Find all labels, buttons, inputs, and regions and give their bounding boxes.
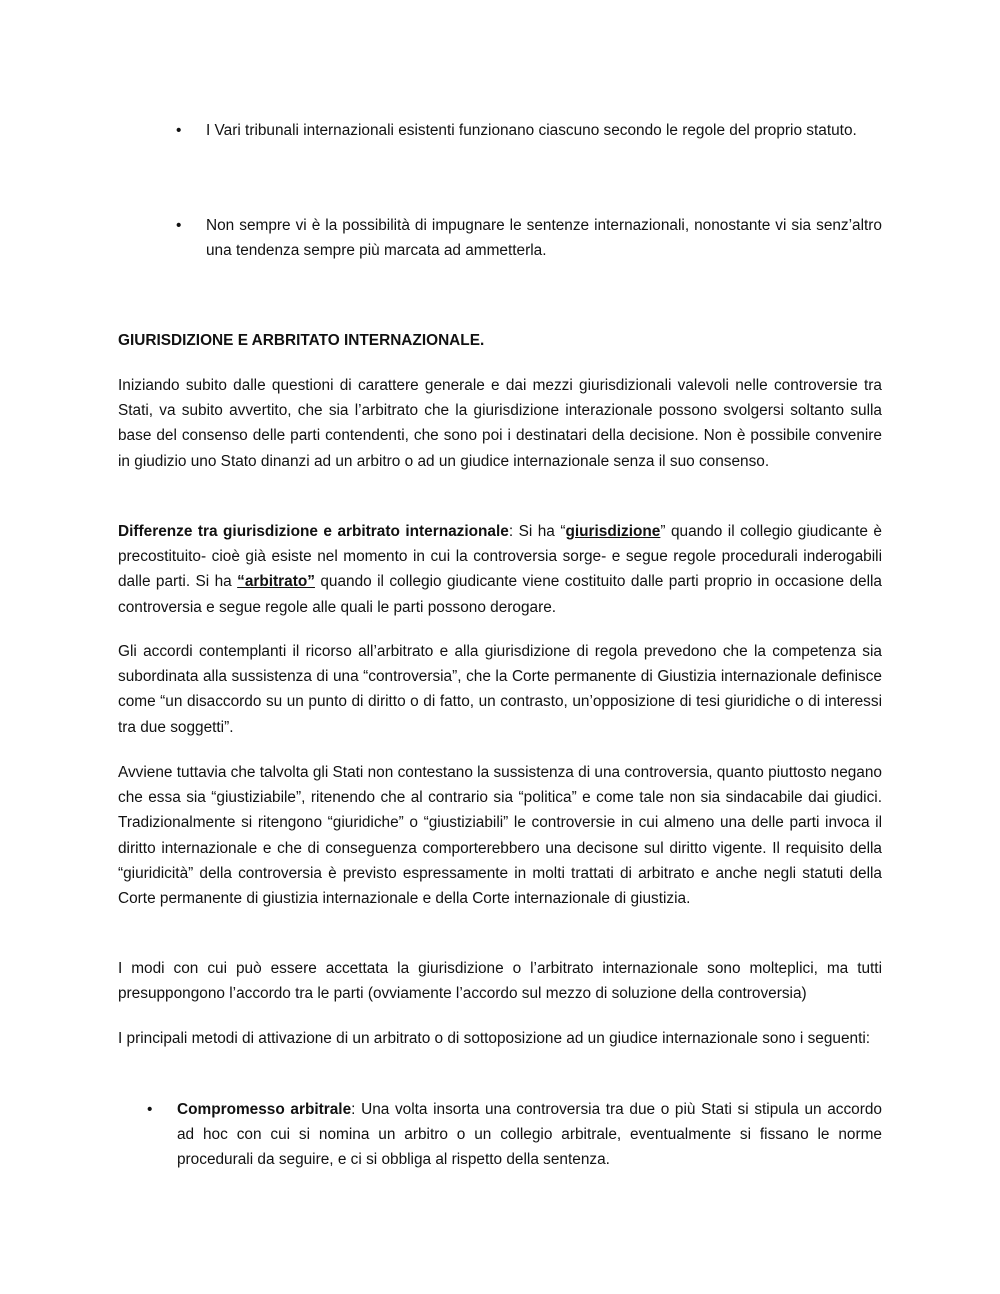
- text-run: quando il collegio giudicante viene costituito dalle parti proprio in occasione della controversia e segue regole alle quali le parti possono derogare.: [118, 573, 882, 616]
- paragraph-controversia: Gli accordi contemplanti il ricorso all’arbitrato e alla giurisdizione di regola prevedono che la competenza sia subordinata alla sussistenza di una “controversia”, che la Corte permanente di Giustizia internazionale definisce come “un disaccordo su un punto di diritto o di fatto, un contrasto, un’opposizione di tesi giuridiche o di interessi tra due soggetti”.: [118, 643, 882, 736]
- section-heading: GIURISDIZIONE E ARBRITATO INTERNAZIONALE.: [118, 332, 485, 349]
- term-giurisdizione: giurisdizione: [565, 523, 661, 540]
- paragraph-modi: I modi con cui può essere accettata la giurisdizione o l’arbitrato internazionale sono molteplici, ma tutti presuppongono l’accordo tra le parti (ovviamente l’accordo sul mezzo di soluzione della controversia): [118, 960, 882, 1003]
- term-arbitrato: “arbitrato”: [237, 573, 315, 591]
- text-run: : Una volta insorta una controversia tra due o più Stati si stipula un accordo ad hoc con cui si nomina un arbitro o un collegio arbitrale, eventualmente si fissano le norme procedurali da seguire, e ci si obbliga al rispetto della sentenza.: [177, 1101, 882, 1169]
- bullet-icon: •: [176, 217, 182, 234]
- bullet-text: [177, 1097, 882, 1173]
- term-compromesso: Compromesso arbitrale: [177, 1101, 352, 1118]
- paragraph-intro: Iniziando subito dalle questioni di carattere generale e dai mezzi giurisdizionali valevoli nelle controversie tra Stati, va subito avvertito, che sia l’arbitrato che la giurisdizione interazionale possono svolgersi soltanto sulla base del consenso delle parti contendenti, che sono poi i destinatari della decisione. Non è possibile convenire in giudizio uno Stato dinanzi ad un arbitro o ad un giudice internazionale senza il suo consenso.: [118, 377, 882, 470]
- bullet-icon: •: [176, 122, 182, 139]
- bullet-icon: •: [147, 1101, 153, 1118]
- bullet-text: I Vari tribunali internazionali esistenti funzionano ciascuno secondo le regole del proprio statuto.: [206, 122, 857, 139]
- bullet-text: Non sempre vi è la possibilità di impugnare le sentenze internazionali, nonostante vi sia senz’altro una tendenza sempre più marcata ad ammetterla.: [206, 217, 882, 260]
- paragraph-metodi: I principali metodi di attivazione di un arbitrato o di sottoposizione ad un giudice internazionale sono i seguenti:: [118, 1030, 871, 1047]
- text-run: : Si ha “: [508, 523, 566, 540]
- paragraph-differences: [118, 519, 882, 620]
- differences-lead: Differenze tra giurisdizione e arbitrato internazionale: [118, 523, 509, 540]
- paragraph-giustiziabilita: Avviene tuttavia che talvolta gli Stati non contestano la sussistenza di una controversia, quanto piuttosto negano che essa sia “giustiziabile”, ritenendo che al contrario sia “politica” e come tale non sia sindacabile dai giudici. Tradizionalmente si ritengono “giuridiche” o “giustiziabili” le controversie in cui almeno una delle parti invoca il diritto internazionale e che di conseguenza comporterebbero una decisone sul diritto vigente. Il requisito della “giuridicità” della controversia è previsto espressamente in molti trattati di arbitrato e anche negli statuti della Corte permanente di giustizia internazionale e della Corte internazionale di giustizia.: [118, 764, 882, 908]
- text-run: ” quando il collegio giudicante è precostituito- cioè già esiste nel momento in cui la controversia sorge- e segue regole procedurali inderogabili dalle parti. Si ha: [118, 523, 882, 591]
